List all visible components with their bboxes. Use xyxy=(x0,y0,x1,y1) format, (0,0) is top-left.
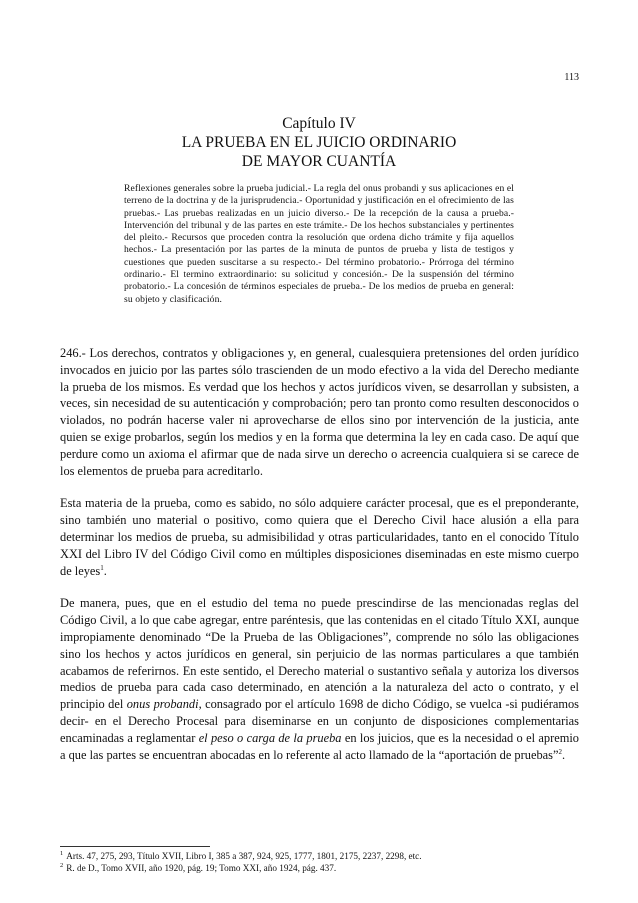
paragraph-3-text-c: en los juicios, que es la necesidad o el apremio a que las partes se encuentran abocadas en lo referente al acto llamado de la “aportación de pruebas” xyxy=(60,730,579,762)
page-number: 113 xyxy=(564,72,579,83)
footnote-ref-2: 2 xyxy=(558,747,562,756)
footnote-divider xyxy=(60,846,210,847)
paragraph-2-text: Esta materia de la prueba, como es sabido, no sólo adquiere carácter procesal, que es el preponderante, sino también uno material o positivo, como quiera que el Derecho Civil hace alusión a ella para determinar los medios de prueba, su admisibilidad y otras particularidades, tanto en el conocido Título XXI del Libro IV del Código Civil como en múltiples disposiciones diseminadas en este mismo cuerpo de leyes xyxy=(60,496,579,578)
body-text xyxy=(60,345,579,779)
paragraph-3 xyxy=(60,595,579,763)
footnote-2 xyxy=(60,862,590,874)
chapter-label: Capítulo IV xyxy=(282,115,356,132)
footnote-1 xyxy=(60,850,590,862)
footnote-text: Arts. 47, 275, 293, Título XVII, Libro I, 385 a 387, 924, 925, 1777, 1801, 2175, 2237, 2298, etc. xyxy=(66,851,422,861)
peso-carga-prueba-italic: el peso o carga de la prueba xyxy=(198,730,342,745)
footnotes xyxy=(60,850,590,874)
footnote-text: R. de D., Tomo XVII, año 1920, pág. 19; Tomo XXI, año 1924, pág. 437. xyxy=(66,863,337,873)
footnote-mark: 2 xyxy=(60,861,64,869)
paragraph-3-text-b: , consagrado por el artículo 1698 de dicho Código, se vuelca -si pudiéramos decir- en el Derecho Procesal para diseminarse en un conjunto de disposiciones complementarias encaminadas a reglamentar xyxy=(60,697,579,745)
footnote-mark: 1 xyxy=(60,849,64,857)
paragraph-246: 246.- Los derechos, contratos y obligaciones y, en general, cualesquiera pretensiones del orden jurídico invocados en juicio por las partes sólo trascienden de un modo efectivo a la vida del Derecho mediante la prueba de los mismos. Es verdad que los hechos y actos jurídicos viven, se desarrollan y subsisten, a veces, sin necesidad de su autenticación y comprobación; pero tan pronto como resulten desconocidos o violados, no podrán hacerse valer ni aprovecharse de ellos sino por intervención de la justicia, ante quien se exige probarlos, según los medios y en la forma que determina la ley en cada caso. De aquí que perdure como un axioma el afirmar que de nada sirve un derecho o acreencia cualquiera si se carece de los elementos de prueba para acreditarlo. xyxy=(60,346,579,478)
paragraph-2-end: . xyxy=(103,563,107,578)
chapter-summary: Reflexiones generales sobre la prueba judicial.- La regla del onus probandi y sus aplicaciones en el terreno de la doctrina y de la jurisprudencia.- Oportunidad y justificación en el ofrecimiento de las pruebas.- Las pruebas realizadas en un juicio diverso.- De la recepción de la causa a prueba.- Intervención del tribunal y de las partes en este trámite.- De los hechos substanciales y pertinentes del pleito.- Recursos que proceden contra la resolución que ordena dicho trámite y fija aquellos hechos.- La presentación por las partes de la minuta de puntos de prueba y lista de testigos y cuestiones que pueden suscitarse a su respecto.- Del término probatorio.- Prórroga del término ordinario.- El termino extraordinario: su solicitud y concesión.- De la suspensión del término probatorio.- La concesión de términos especiales de prueba.- De los medios de prueba en general: su objeto y clasificación. xyxy=(124,183,514,305)
paragraph-3-text-a: De manera, pues, que en el estudio del tema no puede prescindirse de las mencionadas reglas del Código Civil, a lo que cabe agregar, entre paréntesis, que las contenidas en el citado Título XXI, aunque impropiamente denominado “De la Prueba de las Obligaciones”, comprende no sólo las obligaciones sino los hechos y actos jurídicos en general, sin perjuicio de las normas particulares a que también acabamos de referirnos. En este sentido, el Derecho material o sustantivo señala y autoriza los diversos medios de prueba para cada caso determinado, en atención a la naturaleza del acto o contrato, y el principio del xyxy=(60,596,579,712)
footnote-ref-1: 1 xyxy=(100,563,104,572)
chapter-title-line-1: LA PRUEBA EN EL JUICIO ORDINARIO xyxy=(181,134,457,151)
paragraph-3-end: . xyxy=(561,747,566,762)
onus-probandi-italic: onus probandi xyxy=(126,697,199,712)
chapter-title-line-2: DE MAYOR CUANTÍA xyxy=(241,153,397,170)
paragraph-2 xyxy=(60,495,579,579)
